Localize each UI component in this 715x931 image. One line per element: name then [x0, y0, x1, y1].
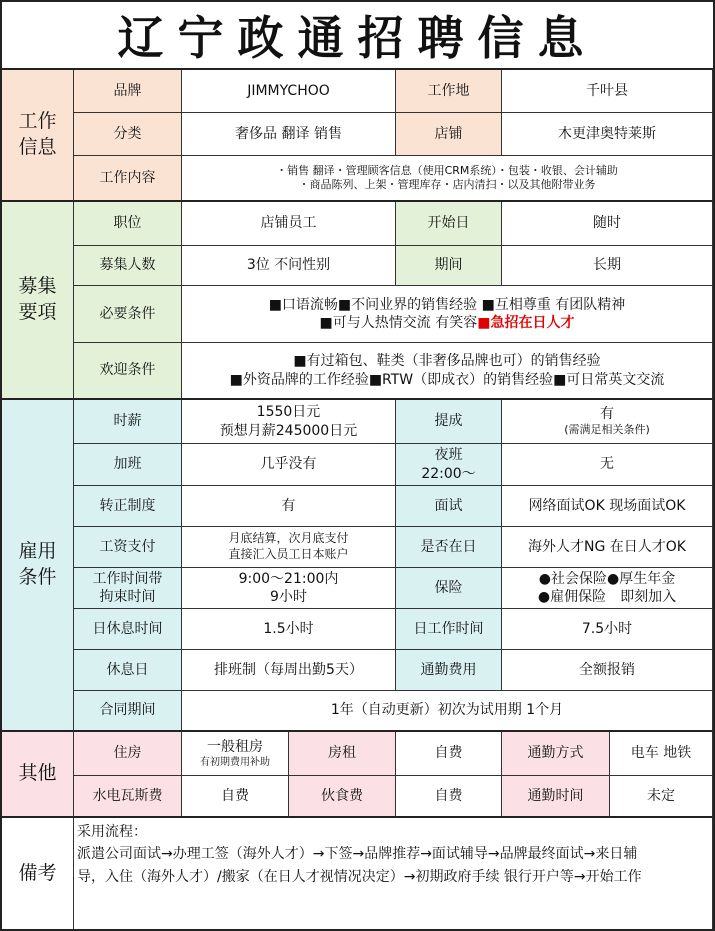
welcome-line-1: ■有过箱包、鞋类（非奢侈品牌也可）的销售经验 [293, 353, 601, 370]
page-title: 辽宁政通招聘信息 [2, 2, 713, 70]
section-work-info [2, 70, 74, 202]
commute-time-value: 未定 [610, 776, 713, 818]
store-label: 店铺 [396, 113, 502, 156]
night-label-1: 夜班 [434, 447, 463, 464]
brand-value: JIMMYCHOO [182, 70, 396, 113]
housing-value [182, 732, 289, 776]
location-value: 千叶县 [502, 70, 713, 113]
start-value: 随时 [502, 202, 713, 246]
welcome-line-2: ■外资品牌的工作经验■RTW（即成衣）的销售经验■可日常英文交流 [229, 371, 665, 388]
daily-label: 日工作时间 [396, 609, 502, 650]
hourly-wage: 1550日元 [256, 404, 321, 421]
remarks-line-1: 派遣公司面试→办理工签（海外人才）→下签→品牌推荐→面试辅导→品牌最终面试→来日辅 [77, 846, 638, 863]
required-value [182, 286, 713, 343]
section-other: 其他 [2, 732, 74, 818]
insurance-line-2: ●雇佣保险 即刻加入 [537, 589, 677, 605]
injapan-label: 是否在日 [396, 527, 502, 568]
utilities-label: 水电瓦斯费 [74, 776, 182, 818]
housing-type: 一般租房 [207, 738, 263, 755]
interview-value: 网络面试OK 现场面试OK [502, 486, 713, 527]
daily-value: 7.5小时 [502, 609, 713, 650]
utilities-value: 自费 [182, 776, 289, 818]
overtime-label: 加班 [74, 444, 182, 486]
night-label [396, 444, 502, 486]
injapan-value: 海外人才NG 在日人才OK [502, 527, 713, 568]
commute-method-label: 通勤方式 [502, 732, 610, 776]
insurance-value [502, 568, 713, 609]
content-line-1: ・销售 翻译・管理顾客信息（使用CRM系统）・包装・收银、会计辅助 [276, 163, 618, 177]
content-label: 工作内容 [74, 156, 182, 202]
count-label: 募集人数 [74, 246, 182, 286]
required-line-2a: ■可与人热情交流 有笑容 [319, 315, 478, 331]
rent-value: 自费 [396, 732, 502, 776]
regular-value: 有 [182, 486, 396, 527]
section-recruit [2, 202, 74, 400]
monthly-estimate: 预想月薪245000日元 [219, 422, 358, 439]
meals-label: 伙食费 [289, 776, 396, 818]
pay-schedule: 月底结算，次月底支付 [228, 531, 349, 546]
section-label: 雇用条件 [18, 540, 57, 588]
commute-value: 全额报销 [502, 650, 713, 691]
pay-method: 直接汇入员工日本账户 [228, 547, 349, 561]
pay-label: 工资支付 [74, 527, 182, 568]
holiday-label: 休息日 [74, 650, 182, 691]
commission-value [502, 400, 713, 444]
hours-value [182, 568, 396, 609]
commission-label: 提成 [396, 400, 502, 444]
brand-label: 品牌 [74, 70, 182, 113]
section-remarks: 備考 [2, 818, 74, 929]
section-employ [2, 400, 74, 732]
contract-value: 1年（自动更新）初次为试用期 1个月 [182, 691, 713, 732]
count-value: 3位 不问性别 [182, 246, 396, 286]
section-label: 募集要項 [18, 275, 57, 323]
night-label-2: 22:00～ [421, 465, 476, 482]
position-label: 职位 [74, 202, 182, 246]
category-value: 奢侈品 翻译 销售 [182, 113, 396, 156]
housing-subsidy: 有初期费用补助 [200, 757, 270, 769]
position-value: 店铺员工 [182, 202, 396, 246]
hourly-value [182, 400, 396, 444]
holiday-value: 排班制（每周出勤5天） [182, 650, 396, 691]
content-value [182, 156, 713, 202]
commute-time-label: 通勤时间 [502, 776, 610, 818]
welcome-value [182, 343, 713, 400]
store-value: 木更津奥特莱斯 [502, 113, 713, 156]
housing-label: 住房 [74, 732, 182, 776]
urgent-note: ■急招在日人才 [477, 315, 575, 331]
insurance-line-1: ●社会保险●厚生年金 [538, 570, 676, 587]
commute-method-value: 电车 地铁 [610, 732, 713, 776]
required-label: 必要条件 [74, 286, 182, 343]
interview-label: 面试 [396, 486, 502, 527]
hours-label-1: 工作时间带 [92, 570, 163, 587]
commute-label: 通勤费用 [396, 650, 502, 691]
section-label: 工作信息 [18, 110, 57, 158]
remarks-value [74, 818, 713, 929]
contract-label: 合同期间 [74, 691, 182, 732]
hours-bound: 9小时 [270, 589, 307, 605]
rent-label: 房租 [289, 732, 396, 776]
regular-label: 转正制度 [74, 486, 182, 527]
overtime-value: 几乎没有 [182, 444, 396, 486]
hours-label [74, 568, 182, 609]
night-value: 无 [502, 444, 713, 486]
start-label: 开始日 [396, 202, 502, 246]
period-label: 期间 [396, 246, 502, 286]
welcome-label: 欢迎条件 [74, 343, 182, 400]
content-line-2: ・商品陈列、上架・管理库存・店内清扫・以及其他附带业务 [298, 178, 596, 191]
commission-note: (需满足相关条件) [564, 423, 650, 437]
hours-window: 9:00～21:00内 [238, 570, 339, 587]
location-label: 工作地 [396, 70, 502, 113]
period-value: 长期 [502, 246, 713, 286]
required-line-1: ■口语流畅■不问业界的销售经验 ■互相尊重 有团队精神 [268, 296, 626, 313]
break-label: 日休息时间 [74, 609, 182, 650]
commission-yes: 有 [600, 406, 614, 423]
remarks-line-2: 导，入住（海外人才）/搬家（在日人才视情况决定）→初期政府手续 银行开户等→开始工作 [77, 868, 642, 885]
remarks-heading: 采用流程： [77, 824, 147, 840]
insurance-label: 保险 [396, 568, 502, 609]
required-line-2 [320, 314, 575, 332]
pay-value [182, 527, 396, 568]
hourly-label: 时薪 [74, 400, 182, 444]
category-label: 分类 [74, 113, 182, 156]
hours-label-2: 拘束时间 [99, 589, 156, 605]
meals-value: 自费 [396, 776, 502, 818]
break-value: 1.5小时 [182, 609, 396, 650]
